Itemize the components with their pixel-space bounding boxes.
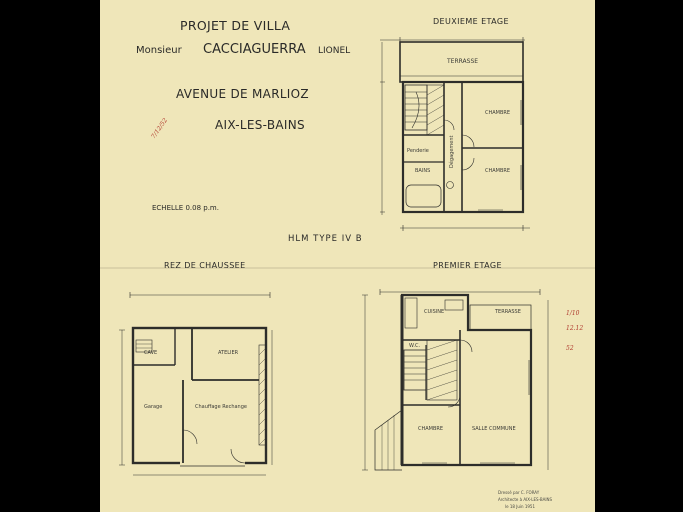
room-cave: CAVE [144,350,158,356]
plan-sheet [100,0,595,512]
footer-line-2: Architecte à AIX-LES-BAINS [498,497,553,502]
project-title: PROJET DE VILLA [180,18,291,33]
red-note-1: 7/12/52 [150,117,170,140]
room-chambre-2a: CHAMBRE [485,110,511,116]
client-name: CACCIAGUERRA [203,42,306,57]
room-penderie: Penderie [407,148,429,154]
room-salle-commune: SALLE COMMUNE [472,426,516,432]
room-chambre-2b: CHAMBRE [485,168,511,174]
red-note-2: 1/10 [566,310,580,317]
client-firstname: LIONEL [318,46,351,56]
hlm-type: HLM TYPE IV B [288,234,363,244]
room-garage: Garage [144,404,163,410]
room-terrasse-1: TERRASSE [495,309,521,315]
street-address: AVENUE DE MARLIOZ [176,87,309,101]
deuxieme-title: DEUXIEME ETAGE [433,17,509,26]
red-note-3: 12.12 [566,325,584,332]
scale-label: ECHELLE 0.08 p.m. [152,204,219,212]
rez-title: REZ DE CHAUSSEE [164,261,246,270]
room-degagement: Dégagement [449,135,455,168]
premier-title: PREMIER ETAGE [433,261,502,270]
drawing-canvas [100,0,595,512]
room-terrasse-2: TERRASSE [447,58,479,65]
room-bains: BAINS [415,168,431,174]
city: AIX-LES-BAINS [215,118,305,132]
plan-rez-de-chaussee [119,292,272,475]
room-chambre-1: CHAMBRE [418,426,444,432]
plan-deuxieme-etage [380,37,530,231]
footer-line-1: Dressé par C. FORAY [498,490,540,495]
room-wc: W.C. [409,343,421,349]
red-note-4: 52 [566,345,574,352]
room-cuisine: CUISINE [424,309,445,315]
client-prefix: Monsieur [136,45,182,56]
plan-premier-etage [362,289,548,470]
room-atelier: ATELIER [218,350,239,356]
room-chauffage: Chauffage Rechange [195,404,247,410]
footer-line-3: le 18 Juin 1951 [505,504,536,509]
